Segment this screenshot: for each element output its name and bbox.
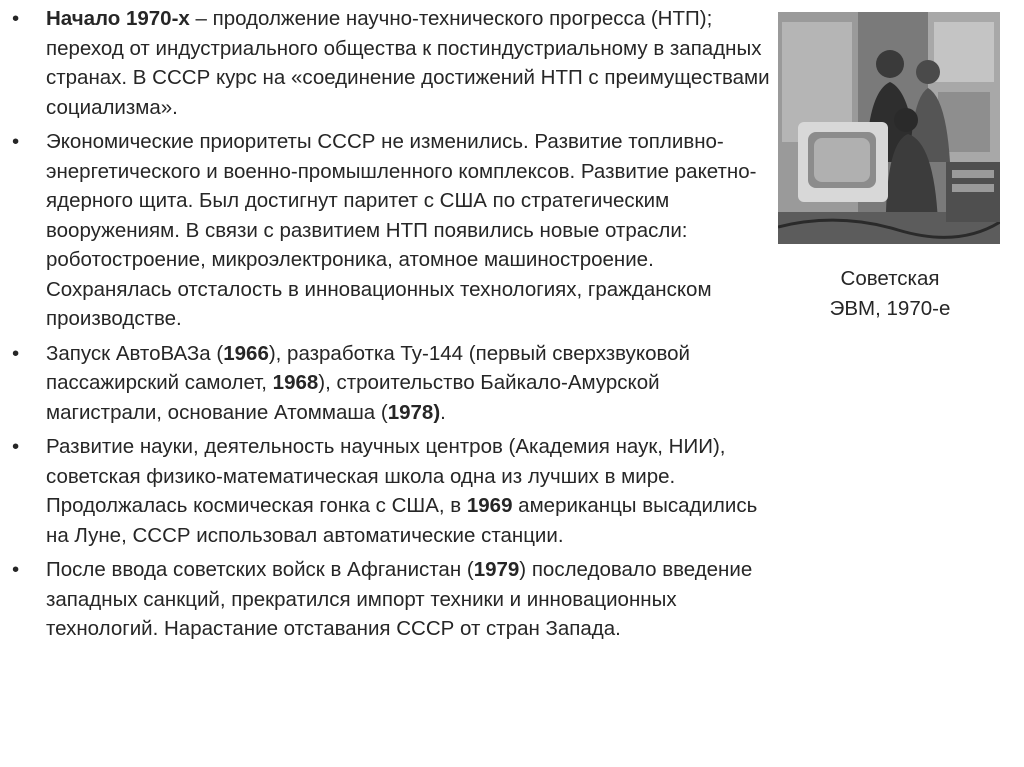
body-text: Экономические приоритеты СССР не изменились. Развитие топливно-энергетического и военно-промышленного комплексов. Развитие ракетно-ядерного щита. Был достигнут паритет с США по стратегическим вооружениям. В связи с развитием НТП появились новые отрасли: роботостроение, микроэлектроника, атомное машиностроение. Сохранялась отсталость в инновационных технологиях, гражданском производстве. <box>46 130 757 330</box>
bold-text: 1979 <box>473 558 520 581</box>
body-text: Развитие науки, деятельность научных центров (Академия наук, НИИ), советская физико-математическая школа одна из лучших в мире. Продолжалась космическая гонка с США, в <box>46 435 726 517</box>
body-text: ), строительство Байкало-Амурской магистрали, основание Атоммаша ( <box>46 371 660 424</box>
body-text: ) последовало введение западных санкций, прекратился импорт техники и инновационных технологий. Нарастание отставания СССР от стран Запада. <box>46 558 753 640</box>
bold-text: 1969 <box>466 494 513 517</box>
bullet-marker: • <box>12 130 20 153</box>
caption-line-1: Советская <box>840 267 940 290</box>
body-text: – продолжение научно-технического прогресса (НТП); переход от индустриального общества к постиндустриальному в западных странах. В СССР курс на «соединение достижений НТП с преимуществами социализма». <box>46 7 770 119</box>
bold-text: Начало 1970-х <box>46 7 190 30</box>
caption-line-2: ЭВМ, 1970-е <box>829 297 951 320</box>
bold-text: 1978) <box>387 400 441 424</box>
body-text: . <box>440 400 446 424</box>
bullet-marker: • <box>12 7 20 30</box>
soviet-computer-photo <box>778 12 1000 244</box>
bullet-item <box>12 4 772 122</box>
bullet-item <box>12 432 772 550</box>
bullet-marker: • <box>12 435 20 458</box>
bullet-item <box>12 555 772 644</box>
body-text: После ввода советских войск в Афганистан ( <box>46 558 474 581</box>
photo-caption <box>790 264 990 324</box>
body-text: американцы высадились на Луне, СССР использовал автоматические станции. <box>46 494 758 547</box>
bullet-marker: • <box>12 341 20 365</box>
bullet-marker: • <box>12 558 20 581</box>
bullet-item <box>12 127 772 334</box>
body-text: ), разработка Ту-144 (первый сверхзвуковой пассажирский самолет, <box>46 341 690 394</box>
bold-text: 1966 <box>223 341 269 365</box>
bullet-item <box>12 339 772 428</box>
bullet-list <box>12 4 772 649</box>
bold-text: 1968 <box>272 371 319 394</box>
body-text: Запуск АвтоВАЗа ( <box>46 341 224 365</box>
